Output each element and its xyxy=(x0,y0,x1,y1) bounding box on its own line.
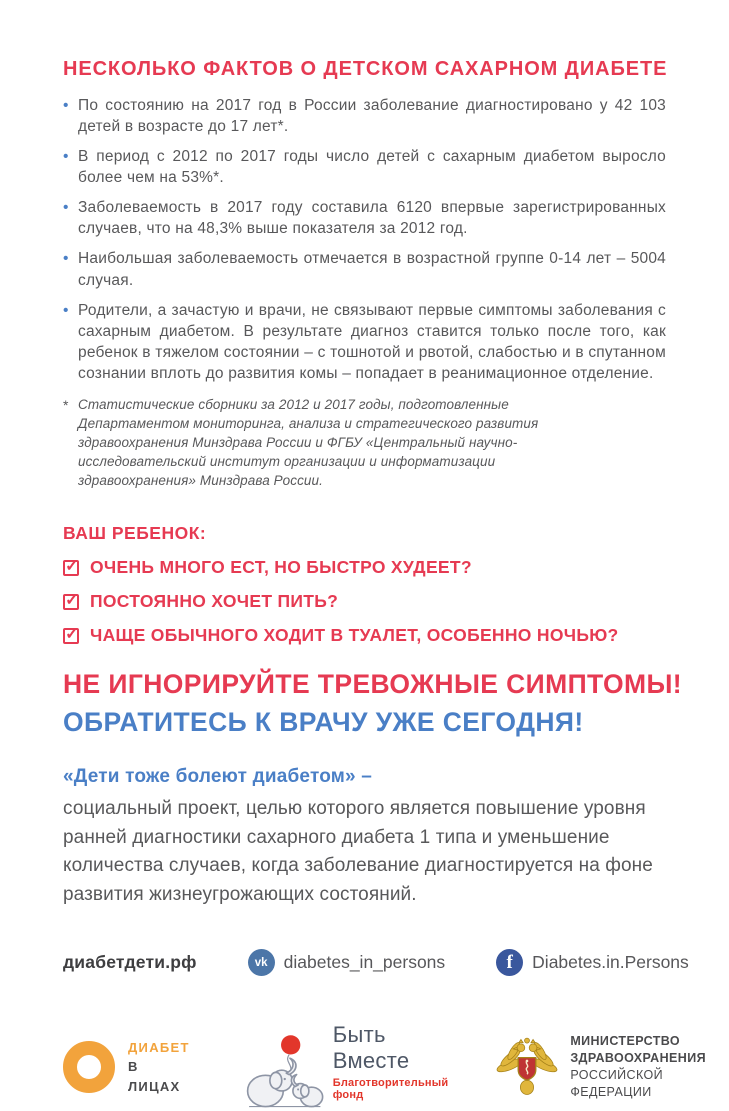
logo-ministry-of-health xyxy=(494,1031,706,1103)
bullet-dot-icon: • xyxy=(63,97,69,114)
page-title: НЕСКОЛЬКО ФАКТОВ О ДЕТСКОМ САХАРНОМ ДИАБЕТЕ xyxy=(63,58,668,80)
logo-diabetes-in-faces xyxy=(63,1038,190,1097)
checklist-item-label: ЧАЩЕ ОБЫЧНОГО ХОДИТ В ТУАЛЕТ, ОСОБЕННО НОЧЬЮ? xyxy=(90,625,619,646)
project-section xyxy=(63,766,666,909)
ministry-logo-line1: МИНИСТЕРСТВО xyxy=(570,1034,681,1049)
fact-item xyxy=(63,95,666,137)
vk-link[interactable] xyxy=(248,949,446,976)
fact-item xyxy=(63,146,666,188)
vmeste-logo-subtitle: Благотворительный фонд xyxy=(332,1077,449,1102)
orange-ring-icon xyxy=(63,1041,115,1093)
bullet-dot-icon: • xyxy=(63,199,69,217)
checked-checkbox-icon: ✓ xyxy=(63,628,79,644)
checklist-item-label: ПОСТОЯННО ХОЧЕТ ПИТЬ? xyxy=(90,591,339,612)
footnote xyxy=(63,396,666,490)
fact-item xyxy=(63,197,666,239)
symptom-checklist xyxy=(63,523,666,646)
facts-list xyxy=(63,95,666,384)
bullet-dot-icon: • xyxy=(63,301,69,319)
fact-item xyxy=(63,248,666,290)
faces-logo-line2: В ЛИЦАХ xyxy=(128,1059,181,1094)
website-link[interactable]: диабетдети.рф xyxy=(63,952,197,973)
ministry-logo-line2: ЗДРАВООХРАНЕНИЯ xyxy=(570,1051,706,1066)
vk-handle: diabetes_in_persons xyxy=(283,952,446,973)
elephants-balloon-icon xyxy=(243,1033,325,1111)
checklist-item xyxy=(63,557,666,578)
project-title: «Дети тоже болеют диабетом» – xyxy=(63,766,373,788)
warning-banner xyxy=(63,669,683,738)
checked-checkbox-icon: ✓ xyxy=(63,560,79,576)
logo-byt-vmeste xyxy=(243,1022,449,1111)
contacts-bar xyxy=(63,949,689,976)
checklist-item xyxy=(63,625,666,646)
bullet-dot-icon: • xyxy=(63,250,69,268)
fact-text: По состоянию на 2017 год в России заболевание диагностировано у 42 103 детей в возрасте до 17 лет*. xyxy=(78,97,666,136)
footnote-asterisk: * xyxy=(63,396,69,413)
double-eagle-emblem-icon xyxy=(494,1031,560,1103)
checked-checkbox-icon: ✓ xyxy=(63,594,79,610)
facebook-handle: Diabetes.in.Persons xyxy=(532,952,689,973)
fact-item xyxy=(63,300,666,384)
checklist-item xyxy=(63,591,666,612)
fact-text: Родители, а зачастую и врачи, не связывают первые симптомы заболевания с сахарным диабетом. В результате диагноз ставится только после того, как ребенок в тяжелом состоянии – с тошнотой и рвотой, слабостью и в спутанном сознании вплоть до развития комы – попадает в реанимационное отделение. xyxy=(78,301,666,382)
fact-text: Наибольшая заболеваемость отмечается в возрастной группе 0-14 лет – 5004 случая. xyxy=(78,250,666,289)
vk-icon: vk xyxy=(248,949,275,976)
facebook-icon: f xyxy=(496,949,523,976)
faces-logo-line1: ДИАБЕТ xyxy=(128,1039,190,1055)
footnote-text: Статистические сборники за 2012 и 2017 годы, подготовленные Департаментом мониторинга, анализа и стратегического развития здравоохранения Минздрава России и ФГБУ «Центральный научно-исследовательский институт организации и информатизации здравоохранения» Минздрава России. xyxy=(78,396,539,488)
vmeste-logo-title: Быть Вместе xyxy=(332,1022,410,1074)
checklist-item-label: ОЧЕНЬ МНОГО ЕСТ, НО БЫСТРО ХУДЕЕТ? xyxy=(90,557,472,578)
ministry-logo-line3: РОССИЙСКОЙ ФЕДЕРАЦИИ xyxy=(570,1067,663,1099)
checklist-items xyxy=(63,557,666,646)
checklist-title: ВАШ РЕБЕНОК: xyxy=(63,523,207,544)
facebook-link[interactable] xyxy=(496,949,689,976)
fact-text: В период с 2012 по 2017 годы число детей с сахарным диабетом выросло более чем на 53%*. xyxy=(78,148,666,187)
warning-line-red: НЕ ИГНОРИРУЙТЕ ТРЕВОЖНЫЕ СИМПТОМЫ! xyxy=(63,669,683,700)
partner-logos xyxy=(63,1022,706,1111)
warning-line-blue: ОБРАТИТЕСЬ К ВРАЧУ УЖЕ СЕГОДНЯ! xyxy=(63,707,584,738)
project-description: социальный проект, целью которого является повышение уровня ранней диагностики сахарного диабета 1 типа и уменьшение количества случаев, когда заболевание диагностируется на фоне развития жизнеугрожающих состояний. xyxy=(63,798,653,905)
bullet-dot-icon: • xyxy=(63,148,69,166)
fact-text: Заболеваемость в 2017 году составила 6120 впервые зарегистрированных случаев, что на 48,3% выше показателя за 2012 год. xyxy=(78,199,666,238)
